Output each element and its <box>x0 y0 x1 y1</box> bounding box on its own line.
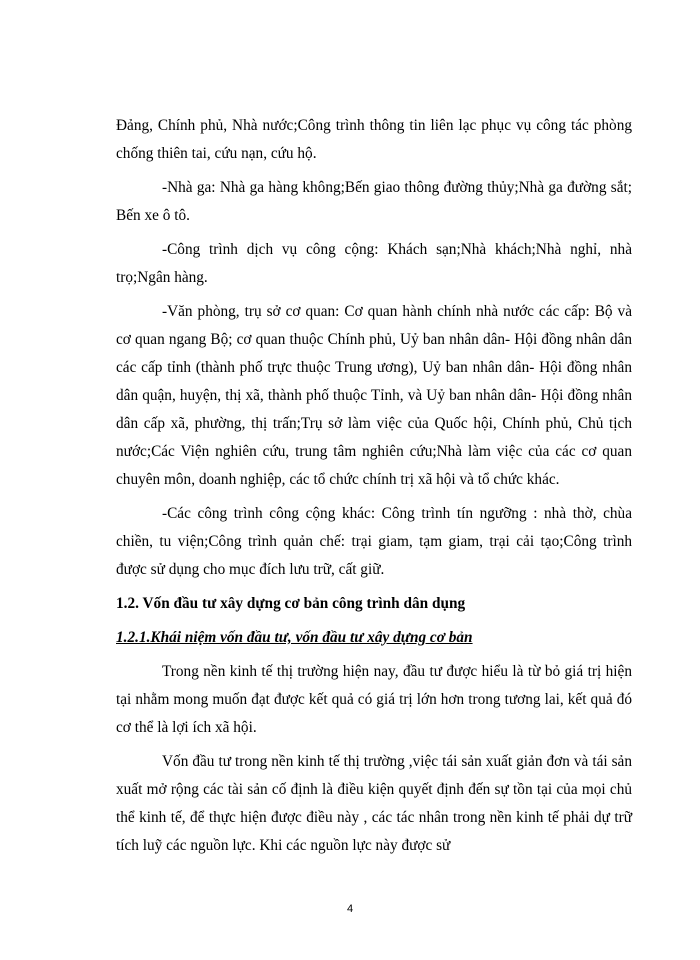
subsection-heading: 1.2.1.Khái niệm vốn đầu tư, vốn đầu tư xây dựng cơ bản <box>116 629 473 646</box>
page-number: 4 <box>346 903 354 915</box>
paragraph-cong-trinh-cong-cong-khac: -Các công trình công cộng khác: Công trình tín ngưỡng : nhà thờ, chùa chiền, tu viện;Công trình quản chế: trại giam, tạm giam, trại cải tạo;Công trình được sử dụng cho mục đích lưu trữ, cất giữ. <box>116 505 632 578</box>
paragraph-dich-vu-cong-cong: -Công trình dịch vụ công cộng: Khách sạn;Nhà khách;Nhà nghỉ, nhà trọ;Ngân hàng. <box>116 241 632 286</box>
paragraph-khai-niem-dau-tu: Trong nền kinh tế thị trường hiện nay, đầu tư được hiểu là từ bỏ giá trị hiện tại nhằm mong muốn đạt được kết quả có giá trị lớn hơn trong tương lai, kết quả đó cơ thể là lợi ích xã hội. <box>116 663 632 736</box>
paragraph-continuation: Đảng, Chính phủ, Nhà nước;Công trình thông tin liên lạc phục vụ công tác phòng chống thiên tai, cứu nạn, cứu hộ. <box>116 117 632 162</box>
paragraph-van-phong-tru-so: -Văn phòng, trụ sở cơ quan: Cơ quan hành chính nhà nước các cấp: Bộ và cơ quan ngang Bộ; cơ quan thuộc Chính phủ, Uỷ ban nhân dân- Hội đồng nhân dân các cấp tỉnh (thành phố trực thuộc Trung ương), Uỷ ban nhân dân- Hội đồng nhân dân quận, huyện, thị xã, thành phố thuộc Tỉnh, và Uỷ ban nhân dân- Hội đồng nhân dân cấp xã, phường, thị trấn;Trụ sở làm việc của Quốc hội, Chính phủ, Chủ tịch nước;Các Viện nghiên cứu, trung tâm nghiên cứu;Nhà làm việc của các cơ quan chuyên môn, doanh nghiệp, các tổ chức chính trị xã hội và tổ chức khác. <box>116 303 632 488</box>
paragraph-von-dau-tu: Vốn đầu tư trong nền kinh tế thị trường ,việc tái sản xuất giản đơn và tái sản xuất mở rộng các tài sản cố định là điều kiện quyết định đến sự tồn tại của mọi chủ thể kinh tế, để thực hiện được điều này , các tác nhân trong nền kinh tế phải dự trữ tích luỹ các nguồn lực. Khi các nguồn lực này được sử <box>116 753 632 854</box>
paragraph-nha-ga: -Nhà ga: Nhà ga hàng không;Bến giao thông đường thủy;Nhà ga đường sắt; Bến xe ô tô. <box>116 179 632 224</box>
section-heading: 1.2. Vốn đầu tư xây dựng cơ bản công trình dân dụng <box>116 595 466 612</box>
page-content <box>116 112 632 866</box>
